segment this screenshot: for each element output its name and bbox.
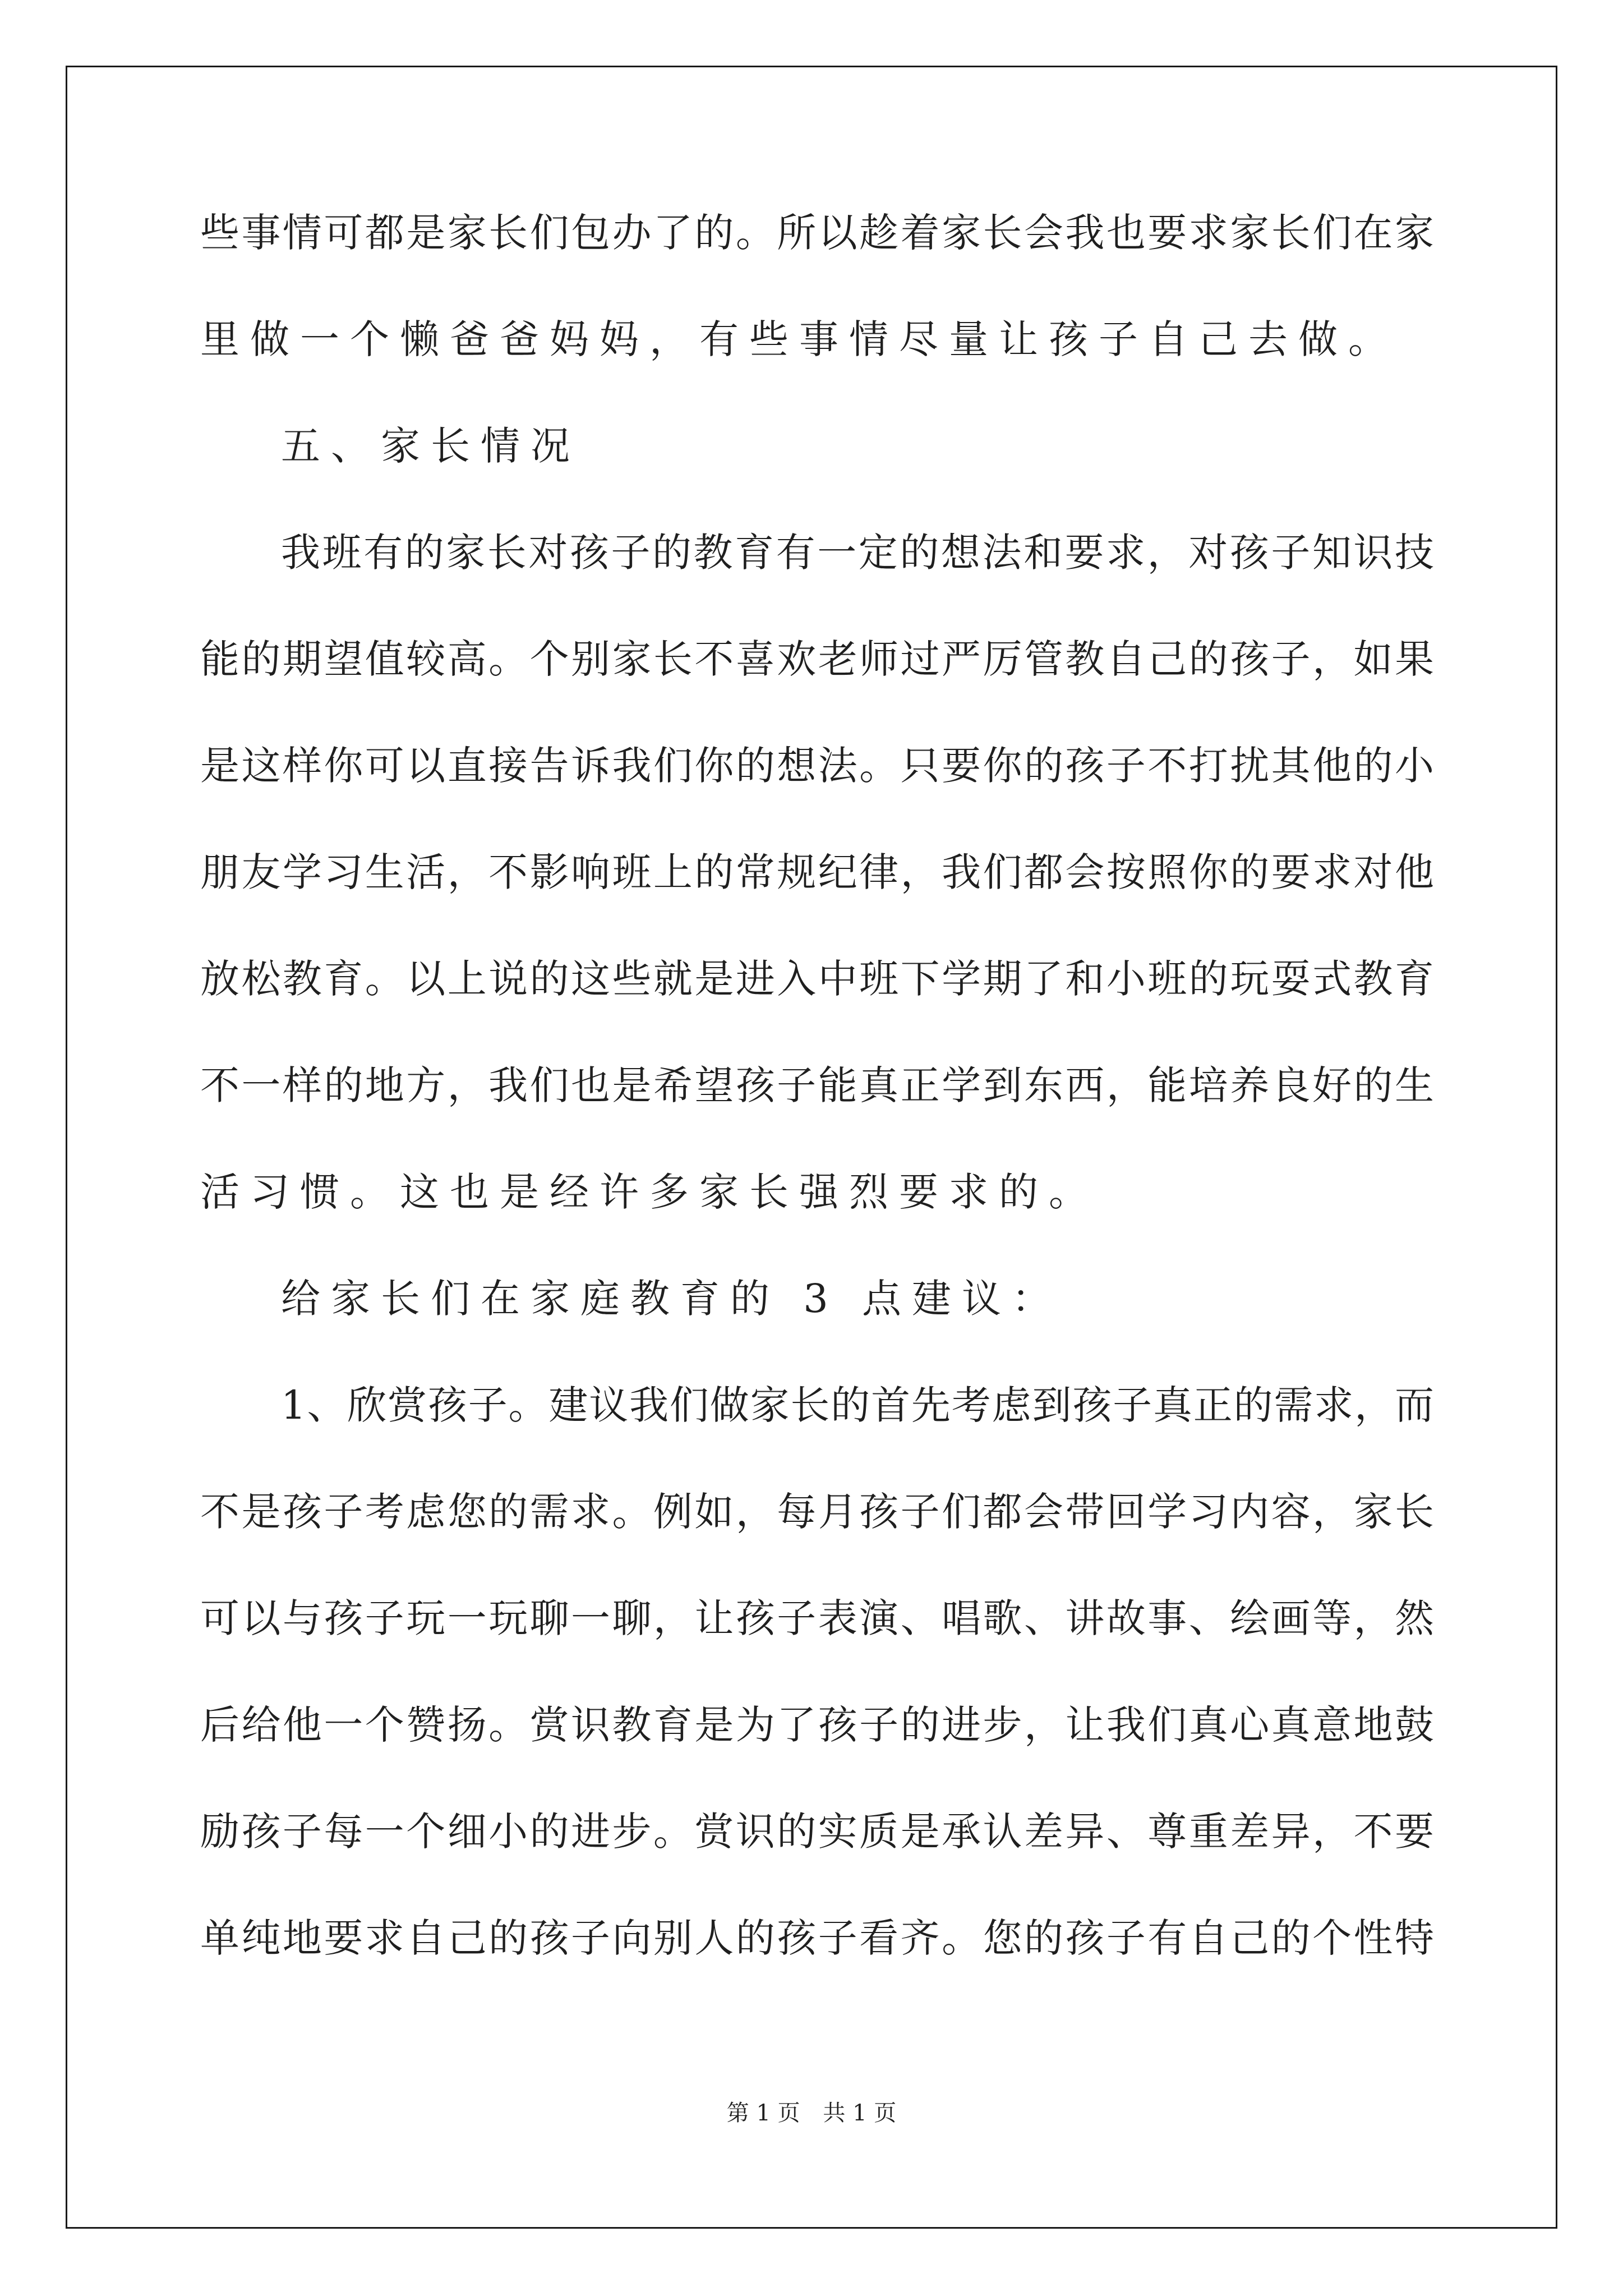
text-line: 些事情可都是家长们包办了的。所以趁着家长会我也要求家长们在家 [200,210,1434,256]
text-line: 单纯地要求自己的孩子向别人的孩子看齐。您的孩子有自己的个性特 [200,1915,1434,1961]
page-number: 第 1 页 [726,2100,800,2126]
text-line: 励孩子每一个细小的进步。赏识的实质是承认差异、尊重差异，不要 [200,1809,1434,1855]
text-line: 我班有的家长对孩子的教育有一定的想法和要求，对孩子知识技 [281,530,1434,576]
text-line: 可以与孩子玩一玩聊一聊，让孩子表演、唱歌、讲故事、绘画等，然 [200,1595,1434,1641]
section-heading: 五、家长情况 [281,423,580,469]
text-line: 1、欣赏孩子。建议我们做家长的首先考虑到孩子真正的需求，而 [281,1382,1434,1428]
page-footer [0,2095,1623,2127]
document-body [200,210,1434,2025]
text-line: 不是孩子考虑您的需求。例如，每月孩子们都会带回学习内容，家长 [200,1489,1434,1535]
text-line: 给家长们在家庭教育的 3 点建议： [281,1276,1062,1322]
text-line: 后给他一个赞扬。赏识教育是为了孩子的进步，让我们真心真意地鼓 [200,1702,1434,1748]
text-line: 活习惯。这也是经许多家长强烈要求的。 [200,1169,1099,1215]
page-total: 共 1 页 [823,2100,897,2126]
text-line: 里做一个懒爸爸妈妈，有些事情尽量让孩子自己去做。 [200,316,1398,362]
text-line: 放松教育。以上说的这些就是进入中班下学期了和小班的玩耍式教育 [200,956,1434,1002]
text-line: 不一样的地方，我们也是希望孩子能真正学到东西，能培养良好的生 [200,1062,1434,1108]
text-line: 能的期望值较高。个别家长不喜欢老师过严厉管教自己的孩子，如果 [200,636,1434,682]
text-line: 朋友学习生活，不影响班上的常规纪律，我们都会按照你的要求对他 [200,849,1434,895]
text-line: 是这样你可以直接告诉我们你的想法。只要你的孩子不打扰其他的小 [200,743,1434,789]
